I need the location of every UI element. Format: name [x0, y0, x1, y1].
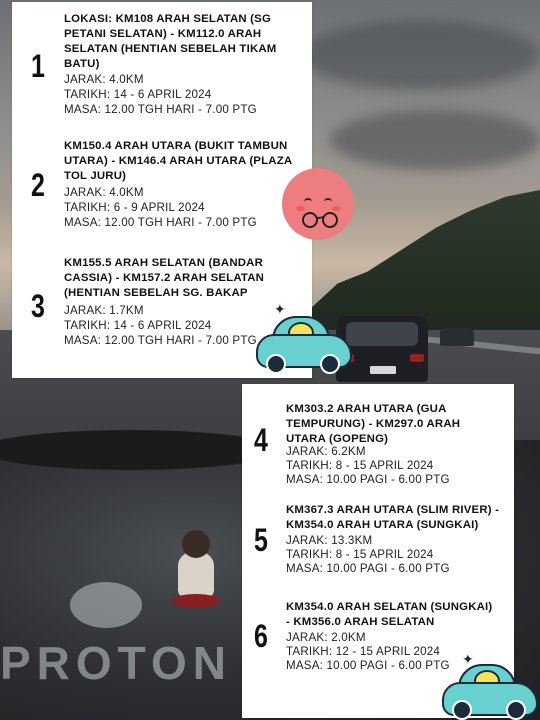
entry-distance: JARAK: 4.0KM [64, 186, 144, 199]
entry-title: KM367.3 ARAH UTARA (SLIM RIVER) - KM354.0 ARAH UTARA (SUNGKAI) [286, 504, 500, 531]
entry-title: KM303.2 ARAH UTARA (GUA TEMPURUNG) - KM297.0 ARAH UTARA (GOPENG) [286, 403, 461, 445]
cartoon-car-icon [256, 302, 352, 374]
entry-title: LOKASI: KM108 ARAH SELATAN (SG PETANI SELATAN) - KM112.0 ARAH SELATAN (HENTIAN SEBELAH TIKAM BATU) [64, 13, 277, 70]
entry-date: TARIKH: 8 - 15 APRIL 2024 [286, 459, 434, 472]
entry-distance: JARAK: 4.0KM [64, 73, 144, 86]
dashboard-logo-text: PROTON [0, 637, 232, 689]
sparkle-icon: ✦ [462, 652, 474, 668]
distant-car [440, 328, 474, 346]
license-plate [370, 366, 396, 374]
entry-time: MASA: 10.00 PAGI - 6.00 PTG [286, 659, 450, 672]
entry-distance: JARAK: 1.7KM [64, 304, 144, 317]
car-wheel [266, 354, 286, 374]
entry-number: 4 [254, 422, 268, 458]
car-wheel [320, 354, 340, 374]
entry-time: MASA: 12.00 TGH HARI - 7.00 PTG [64, 216, 257, 229]
figurine-base [172, 594, 220, 608]
dashboard-figurine [178, 552, 214, 598]
face-blush [332, 206, 341, 211]
face-hand [322, 212, 338, 228]
cloud [330, 110, 540, 170]
entry-date: TARIKH: 8 - 15 APRIL 2024 [286, 548, 434, 561]
cloud [300, 20, 540, 90]
entry-number: 1 [31, 48, 45, 84]
cartoon-car-icon [442, 652, 538, 718]
smiling-face-icon [282, 168, 354, 240]
face-blush [296, 206, 305, 211]
entry-time: MASA: 10.00 PAGI - 6.00 PTG [286, 473, 450, 486]
entry-date: TARIKH: 6 - 9 APRIL 2024 [64, 201, 205, 214]
face-hand [302, 212, 318, 228]
car-rear-window [346, 322, 418, 346]
entry-distance: JARAK: 13.3KM [286, 534, 373, 547]
entry-date: TARIKH: 14 - 6 APRIL 2024 [64, 88, 212, 101]
entry-time: MASA: 12.00 TGH HARI - 7.00 PTG [64, 103, 257, 116]
entry-distance: JARAK: 6.2KM [286, 445, 366, 458]
entry-time: MASA: 10.00 PAGI - 6.00 PTG [286, 562, 450, 575]
entry-title: KM354.0 ARAH SELATAN (SUNGKAI) - KM356.0 ARAH SELATAN [286, 601, 493, 628]
entry-title: KM150.4 ARAH UTARA (BUKIT TAMBUN UTARA) - KM146.4 ARAH UTARA (PLAZA TOL JURU) [64, 140, 292, 182]
proton-logo-icon [70, 582, 142, 628]
entry-date: TARIKH: 14 - 6 APRIL 2024 [64, 319, 212, 332]
tail-light [410, 354, 424, 362]
car-wheel [452, 700, 472, 720]
entry-number: 5 [254, 522, 268, 558]
car-wheel [506, 700, 526, 720]
entry-date: TARIKH: 12 - 15 APRIL 2024 [286, 645, 441, 658]
face-eye [324, 198, 332, 205]
entry-time: MASA: 12.00 TGH HARI - 7.00 PTG [64, 334, 257, 347]
figurine-head [182, 530, 210, 558]
face-eye [304, 198, 312, 205]
entry-number: 6 [254, 618, 268, 654]
entry-number: 3 [31, 288, 45, 324]
sparkle-icon: ✦ [274, 302, 286, 318]
entry-number: 2 [31, 167, 45, 203]
entry-title: KM155.5 ARAH SELATAN (BANDAR CASSIA) - KM157.2 ARAH SELATAN (HENTIAN SEBELAH SG. BAKAP [64, 257, 265, 299]
entry-distance: JARAK: 2.0KM [286, 631, 366, 644]
